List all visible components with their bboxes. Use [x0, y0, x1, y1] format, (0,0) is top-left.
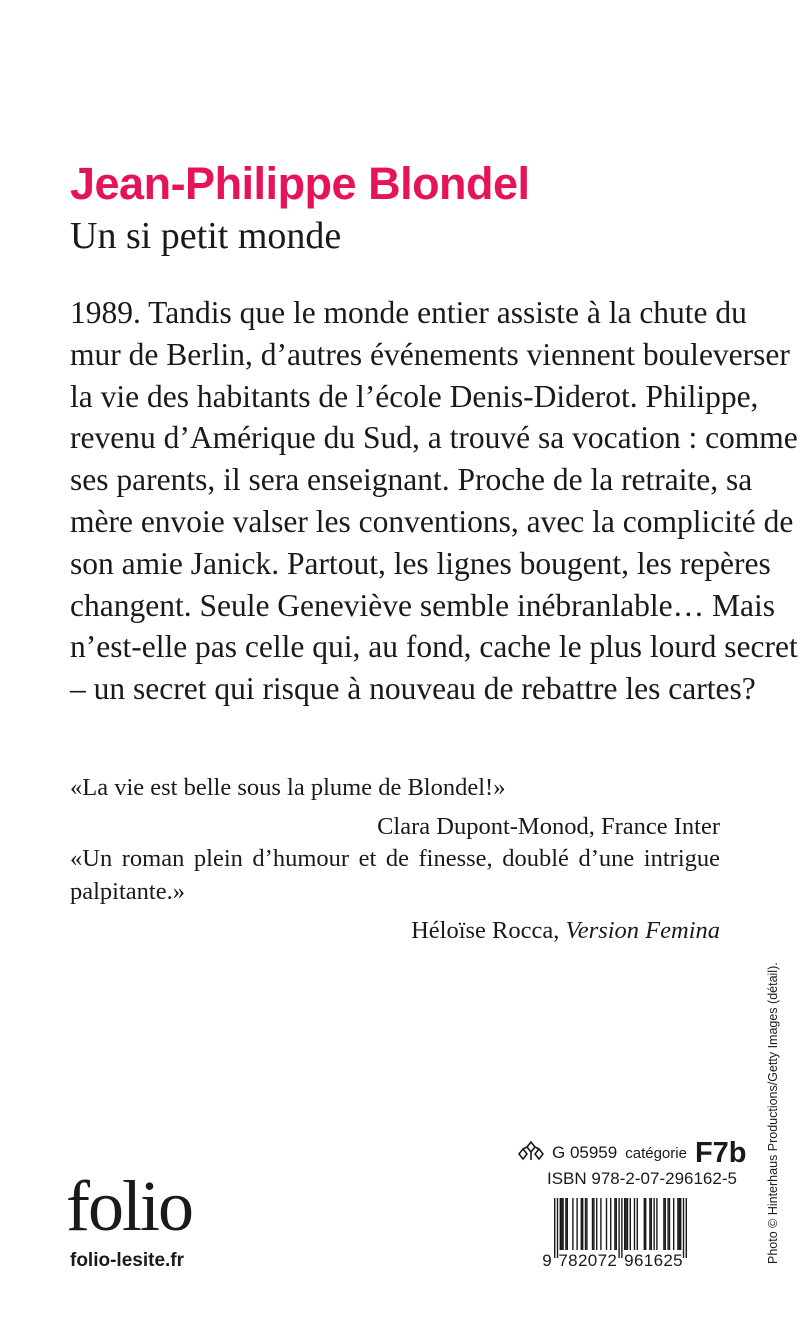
- barcode-digit: 6: [653, 1251, 664, 1270]
- folio-emblem-icon: [518, 1140, 544, 1167]
- barcode-bar: [656, 1198, 657, 1250]
- book-title: Un si petit monde: [70, 215, 342, 257]
- blurb-line: – un secret qui risque à nouveau de rebattre les cartes?: [70, 671, 756, 707]
- barcode-digit: 7: [558, 1251, 568, 1270]
- review-author: Clara Dupont-Monod,: [377, 813, 595, 840]
- barcode-digit: 0: [587, 1251, 598, 1270]
- barcode-bar: [618, 1198, 619, 1258]
- barcode-bar: [621, 1198, 622, 1258]
- barcode-bar: [596, 1198, 597, 1250]
- barcode-bar: [634, 1198, 635, 1250]
- review-author: Héloïse Rocca,: [411, 917, 560, 944]
- blurb: [70, 292, 798, 710]
- barcode-bar: [581, 1198, 582, 1250]
- blurb-line: revenu d’Amérique du Sud, a trouvé sa vocation : comme: [70, 420, 798, 456]
- barcode-bar: [669, 1198, 670, 1250]
- barcode-digit: 7: [597, 1251, 608, 1270]
- photo-credit: Photo © Hinterhaus Productions/Getty Images (détail).: [766, 962, 780, 1264]
- barcode-bar: [554, 1198, 555, 1258]
- barcode-bar: [625, 1198, 626, 1250]
- barcode-bar: [562, 1198, 563, 1250]
- barcode-bar: [667, 1198, 668, 1250]
- isbn: ISBN 978-2-07-296162-5: [547, 1169, 737, 1188]
- barcode-bar: [582, 1198, 583, 1250]
- barcode-bar: [679, 1198, 680, 1250]
- review-quote: [70, 842, 720, 947]
- review-source: France Inter: [600, 813, 720, 840]
- barcode-digit: 2: [577, 1251, 588, 1270]
- barcode-bar: [630, 1198, 631, 1250]
- barcode-digit: 9: [542, 1251, 552, 1270]
- barcode-bar: [572, 1198, 573, 1250]
- review-attribution: [70, 810, 720, 843]
- blurb-line: la vie des habitants de l’école Denis-Diderot. Philippe,: [70, 378, 759, 414]
- barcode-digit: 2: [663, 1251, 673, 1270]
- barcode-bar: [677, 1198, 678, 1250]
- barcode-bar: [686, 1198, 687, 1258]
- blurb-line: changent. Seule Geneviève semble inébranlable… Mais: [70, 587, 775, 623]
- barcode-digit: 8: [568, 1251, 578, 1270]
- barcode-bar: [649, 1198, 650, 1250]
- barcode-bar: [683, 1198, 684, 1258]
- barcode-digit: 6: [633, 1251, 644, 1270]
- barcode-bar: [561, 1198, 562, 1250]
- barcode-bar: [645, 1198, 646, 1250]
- barcode-bar: [592, 1198, 593, 1250]
- blurb-line: mur de Berlin, d’autres événements viennent bouleverser: [70, 336, 790, 372]
- barcode-bar: [665, 1198, 666, 1250]
- barcode-bar: [644, 1198, 645, 1250]
- barcode-bar: [585, 1198, 586, 1250]
- barcode-bar: [673, 1198, 674, 1250]
- barcode-bar: [653, 1198, 654, 1250]
- blurb-line: mère envoie valser les conventions, avec la complicité de: [70, 503, 794, 539]
- review-source: Version Femina: [565, 917, 720, 944]
- barcode-bar: [565, 1198, 566, 1250]
- barcode-bar: [606, 1198, 607, 1250]
- blurb-line: ses parents, il sera enseignant. Proche de la retraite, sa: [70, 462, 753, 498]
- blurb-line: son amie Janick. Partout, les lignes bougent, les repères: [70, 545, 771, 581]
- review-quote-text: «Un roman plein d’humour et de finesse, doublé d’une intrigue: [70, 845, 720, 872]
- barcode-digit: 9: [624, 1251, 634, 1270]
- product-code-number: G 05959: [552, 1143, 618, 1162]
- barcode-bar: [627, 1198, 628, 1250]
- barcode-bar: [593, 1198, 594, 1250]
- barcode-bar: [651, 1198, 652, 1250]
- barcode-bar: [557, 1198, 558, 1258]
- barcode-digit: 2: [607, 1251, 617, 1270]
- barcode: [540, 1196, 720, 1275]
- barcode-bar: [680, 1198, 681, 1250]
- category-value: F7b: [694, 1136, 747, 1169]
- review-quote-text: palpitante.»: [70, 878, 185, 905]
- barcode-bar: [637, 1198, 638, 1250]
- review-quote-text: «La vie est belle sous la plume de Blondel!»: [70, 774, 506, 801]
- publisher-website: folio-lesite.fr: [70, 1250, 185, 1271]
- blurb-line: n’est-elle pas celle qui, au fond, cache le plus lourd secret: [70, 629, 798, 665]
- publisher-logo: folio: [66, 1166, 192, 1246]
- author-name: Jean-Philippe Blondel: [70, 158, 530, 209]
- barcode-bar: [614, 1198, 615, 1250]
- barcode-bar: [567, 1198, 568, 1250]
- product-code: [518, 1138, 747, 1168]
- category-label: catégorie: [625, 1144, 687, 1162]
- barcode-digit: 5: [673, 1251, 683, 1270]
- barcode-bar: [610, 1198, 611, 1250]
- barcode-bar: [600, 1198, 601, 1250]
- barcode-digit: 1: [643, 1251, 654, 1270]
- barcode-bar: [586, 1198, 587, 1250]
- blurb-line: 1989. Tandis que le monde entier assiste à la chute du: [70, 295, 747, 330]
- review-attribution: [70, 914, 720, 947]
- barcode-bar: [663, 1198, 664, 1250]
- barcode-bar: [616, 1198, 617, 1250]
- barcode-bar: [576, 1198, 577, 1250]
- barcode-bar: [560, 1198, 561, 1250]
- barcode-bar: [624, 1198, 625, 1250]
- review-quote: [70, 771, 720, 843]
